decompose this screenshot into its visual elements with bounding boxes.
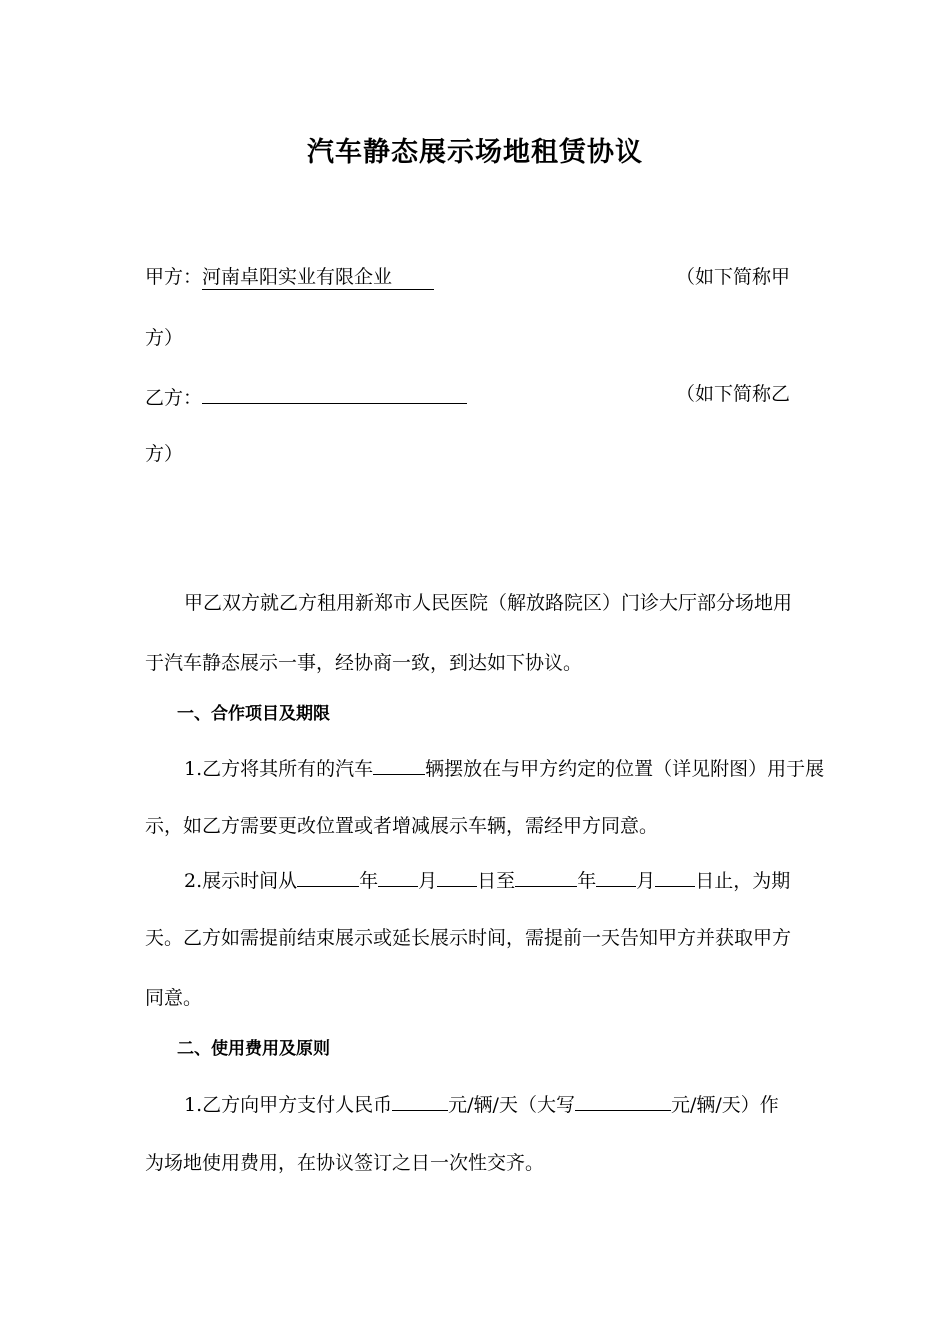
start-day-blank [437, 864, 477, 887]
fee-capital-blank [575, 1088, 671, 1111]
intro-line-1: 甲乙双方就乙方租用新郑市人民医院（解放路院区）门诊大厅部分场地用 [184, 592, 793, 614]
party-a-note-end: 方） [145, 327, 184, 349]
party-a-label: 甲方： [145, 266, 203, 288]
party-b-note-end: 方） [145, 443, 184, 465]
party-a-name: 河南卓阳实业有限企业 [202, 266, 434, 290]
car-count-blank [373, 752, 425, 775]
s1-item2-line3: 同意。 [145, 987, 203, 1009]
s1-item2-line2: 天。乙方如需提前结束展示或延长展示时间，需提前一天告知甲方并获取甲方 [145, 927, 792, 949]
party-b-label: 乙方： [145, 387, 203, 409]
party-b-line [145, 381, 467, 411]
s2-item1-line2: 为场地使用费用，在协议签订之日一次性交齐。 [145, 1152, 545, 1174]
start-year-blank [297, 864, 359, 887]
s1-item1-line2: 示，如乙方需要更改位置或者增减展示车辆，需经甲方同意。 [145, 815, 659, 837]
section-1-heading: 一、合作项目及期限 [177, 704, 330, 724]
start-month-blank [378, 864, 418, 887]
s1-item1-line1: 1.乙方将其所有的汽车 辆摆放在与甲方约定的位置（详见附图）用于展 [184, 752, 824, 782]
party-b-blank [202, 381, 467, 404]
section-2-heading: 二、使用费用及原则 [177, 1039, 330, 1059]
end-day-blank [655, 864, 695, 887]
intro-line-2: 于汽车静态展示一事，经协商一致，到达如下协议。 [145, 652, 583, 674]
party-b-note: （如下简称乙 [676, 383, 791, 405]
party-a-line [145, 264, 434, 290]
s2-item1-line1: 1.乙方向甲方支付人民币 元/辆/天（大写 元/辆/天）作 [184, 1088, 779, 1118]
s1-item2-line1: 2.展示时间从 年 月 日至 年 月 日止，为期 [184, 864, 790, 894]
end-year-blank [515, 864, 577, 887]
end-month-blank [596, 864, 636, 887]
party-a-note: （如下简称甲 [676, 266, 791, 288]
fee-blank [392, 1088, 448, 1111]
document-title: 汽车静态展示场地租赁协议 [307, 137, 643, 168]
